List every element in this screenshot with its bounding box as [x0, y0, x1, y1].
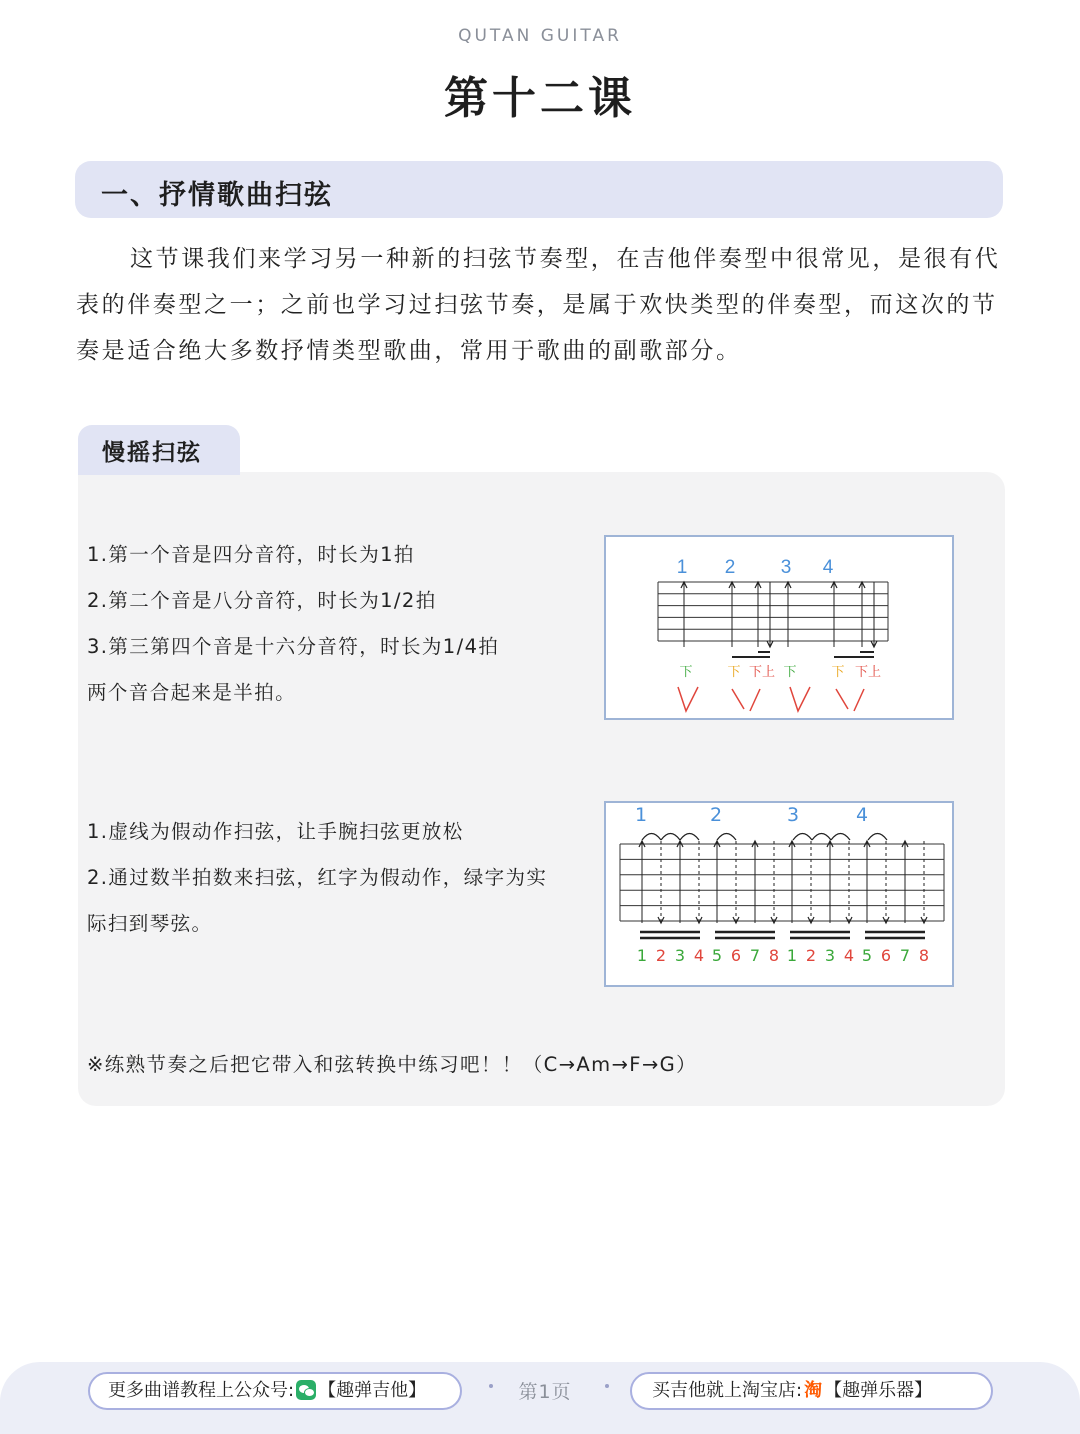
- count-number: 7: [899, 946, 911, 965]
- count-number: 1: [786, 946, 798, 965]
- taobao-link[interactable]: [630, 1372, 993, 1410]
- wechat-link[interactable]: [88, 1372, 462, 1410]
- tie-arc: [661, 834, 680, 841]
- count-number: 8: [768, 946, 780, 965]
- section-heading-bar: [75, 161, 1003, 218]
- taobao-shop-name: 【趣弹乐器】: [824, 1380, 933, 1401]
- note-line: 2.第二个音是八分音符，时长为1/2拍: [87, 589, 437, 612]
- count-number: 3: [824, 946, 836, 965]
- separator-dot: [489, 1384, 493, 1388]
- count-number: 8: [918, 946, 930, 965]
- count-number: 2: [805, 946, 817, 965]
- count-number: 2: [655, 946, 667, 965]
- strum-diagram-1: [604, 535, 954, 720]
- brand-label: QUTAN GUITAR: [458, 26, 622, 46]
- motion-arrow: [678, 687, 698, 711]
- count-number: 4: [693, 946, 705, 965]
- count-number: 5: [711, 946, 723, 965]
- strum-label: 下上: [854, 665, 882, 680]
- taobao-link-text: 买吉他就上淘宝店:: [652, 1380, 803, 1401]
- beat-number: 4: [855, 804, 869, 826]
- wechat-icon: [296, 1380, 316, 1400]
- wechat-account-name: 【趣弹吉他】: [318, 1380, 427, 1401]
- tie-arc: [642, 834, 661, 841]
- section-heading: 一、抒情歌曲扫弦: [101, 180, 333, 211]
- strum-diagram-2-svg: [606, 803, 952, 985]
- note-line: 1.第一个音是四分音符，时长为1拍: [87, 543, 415, 566]
- note-line: 3.第三第四个音是十六分音符，时长为1/4拍: [87, 635, 500, 658]
- tie-arc: [680, 834, 699, 841]
- count-number: 4: [843, 946, 855, 965]
- note-line: 2.通过数半拍数来扫弦，红字为假动作，绿字为实际扫到琴弦。: [87, 866, 548, 935]
- strum-label: 下: [831, 665, 845, 680]
- taobao-icon: 淘: [804, 1380, 823, 1401]
- tie-arc: [831, 834, 850, 841]
- practice-footnote: ※练熟节奏之后把它带入和弦转换中练习吧！！（C→Am→F→G）: [87, 1053, 698, 1076]
- separator-dot: [605, 1384, 609, 1388]
- beat-number: 3: [780, 557, 792, 578]
- note-line: 1.虚线为假动作扫弦，让手腕扫弦更放松: [87, 820, 464, 843]
- strum-diagram-2: [604, 801, 954, 987]
- panel-tab: [78, 425, 240, 475]
- strum-label: 下: [679, 665, 693, 680]
- count-number: 6: [730, 946, 742, 965]
- motion-arrow-down: [732, 689, 744, 709]
- footer-bar: [0, 1362, 1080, 1434]
- beat-number: 2: [709, 804, 723, 826]
- motion-arrow-up: [854, 689, 864, 711]
- notes-rhythm: [87, 532, 499, 716]
- strum-label: 下: [727, 665, 741, 680]
- page-title: 第十二课: [444, 73, 636, 124]
- page-number: 第1页: [518, 1381, 572, 1403]
- intro-paragraph: 这节课我们来学习另一种新的扫弦节奏型，在吉他伴奏型中很常见，是很有代表的伴奏型之一；之前也学习过扫弦节奏，是属于欢快类型的伴奏型，而这次的节奏是适合绝大多数抒情类型歌曲，常用于歌曲的副歌部分。: [76, 246, 1001, 364]
- panel-tab-label: 慢摇扫弦: [102, 440, 202, 466]
- beat-number: 2: [724, 557, 736, 578]
- tie-arc: [812, 834, 831, 841]
- tie-arc: [793, 834, 812, 841]
- count-number: 7: [749, 946, 761, 965]
- beat-number: 4: [822, 557, 834, 578]
- count-number: 6: [880, 946, 892, 965]
- beat-number: 1: [676, 557, 688, 578]
- motion-arrow-up: [750, 689, 760, 711]
- note-line: 两个音合起来是半拍。: [87, 681, 297, 704]
- strum-label: 下上: [748, 665, 776, 680]
- count-number: 1: [636, 946, 648, 965]
- notes-technique: [87, 809, 557, 947]
- motion-arrow: [790, 687, 810, 711]
- strum-label: 下: [783, 665, 797, 680]
- strum-diagram-1-svg: [606, 537, 952, 718]
- wechat-link-text: 更多曲谱教程上公众号:: [108, 1380, 295, 1401]
- count-number: 5: [861, 946, 873, 965]
- beat-number: 3: [786, 804, 800, 826]
- motion-arrow-down: [836, 689, 848, 709]
- tie-arc: [717, 834, 736, 841]
- tie-arc: [868, 834, 887, 841]
- count-number: 3: [674, 946, 686, 965]
- beat-number: 1: [634, 804, 648, 826]
